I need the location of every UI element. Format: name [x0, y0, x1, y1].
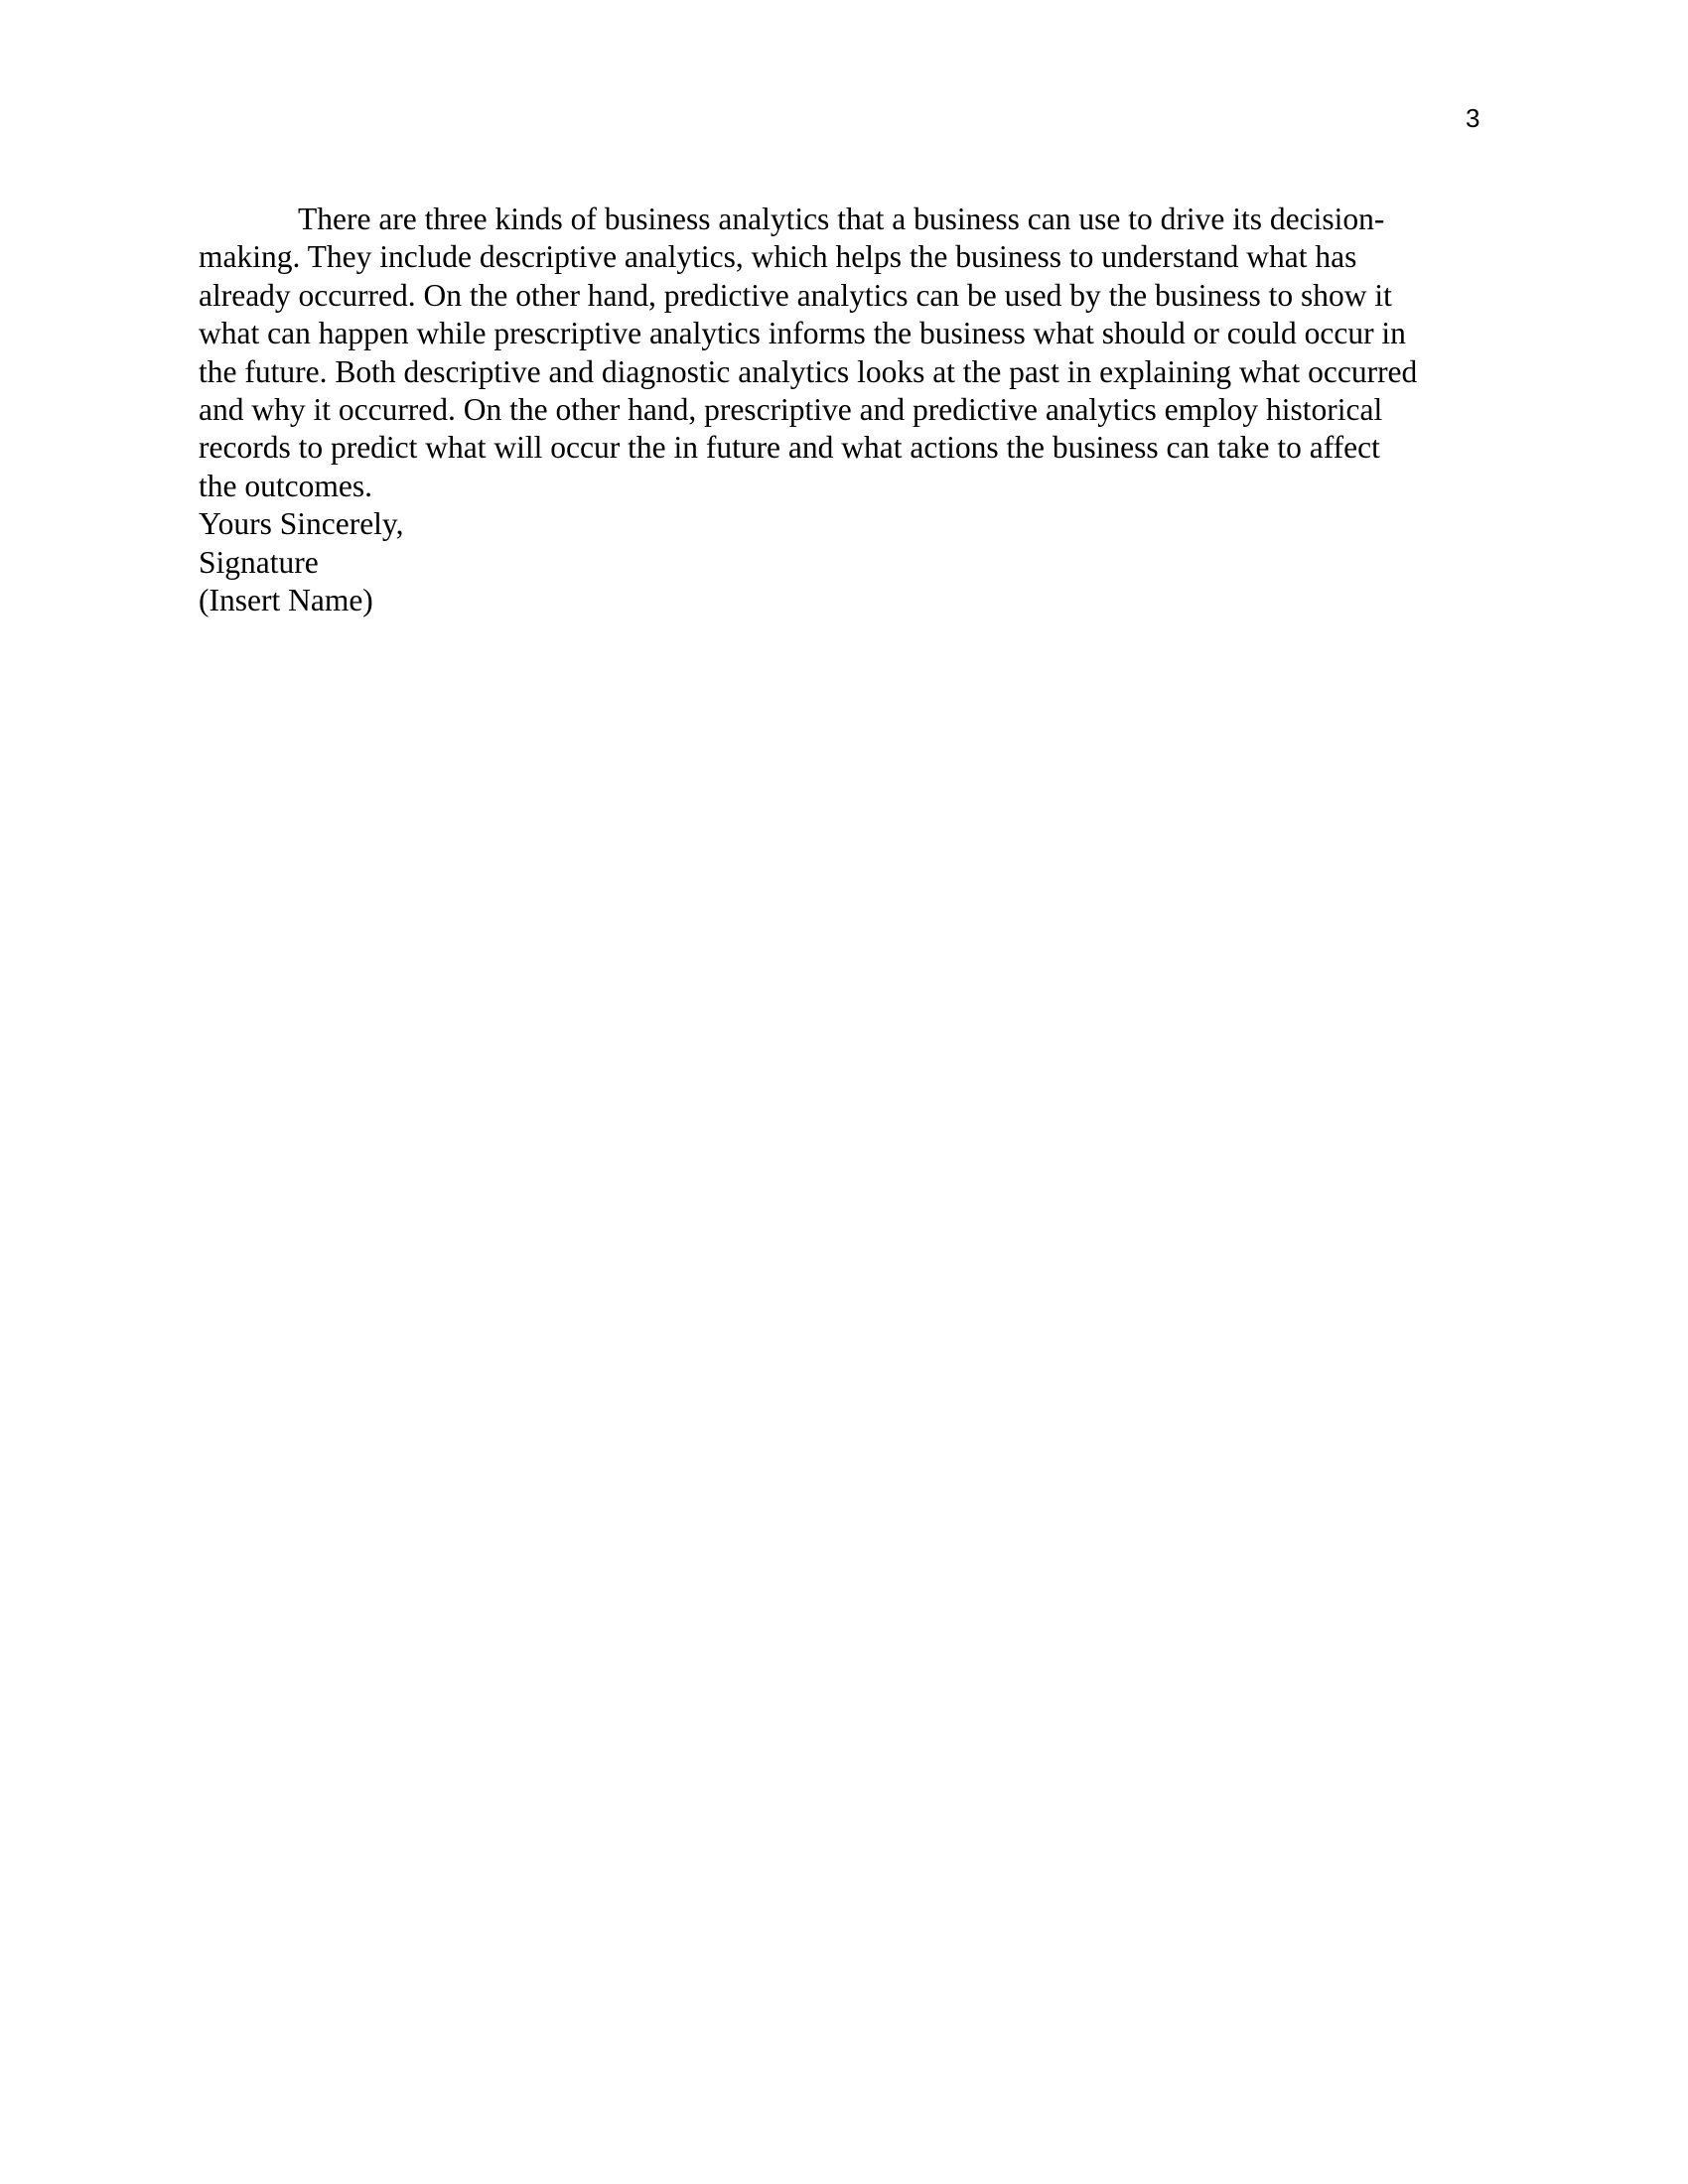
page-number: 3 [1466, 103, 1480, 133]
closing-salutation: Yours Sincerely, [199, 506, 404, 542]
signature-line: Signature [199, 544, 319, 580]
name-placeholder: (Insert Name) [199, 582, 373, 617]
paragraph-line: the future. Both descriptive and diagnostic analytics looks at the past in explaining what occurred [199, 353, 1418, 389]
letter-body [199, 201, 1489, 619]
paragraph-line: making. They include descriptive analytics, which helps the business to understand what has [199, 239, 1357, 275]
paragraph-line: and why it occurred. On the other hand, prescriptive and predictive analytics employ historical [199, 391, 1383, 427]
paragraph-line: what can happen while prescriptive analytics informs the business what should or could occur in [199, 316, 1406, 351]
paragraph-line: records to predict what will occur the in future and what actions the business can take to affect [199, 430, 1380, 466]
paragraph-line: There are three kinds of business analytics that a business can use to drive its decision- [298, 202, 1385, 236]
paragraph-line: already occurred. On the other hand, predictive analytics can be used by the business to show it [199, 277, 1392, 313]
paragraph-line: the outcomes. [199, 468, 372, 503]
